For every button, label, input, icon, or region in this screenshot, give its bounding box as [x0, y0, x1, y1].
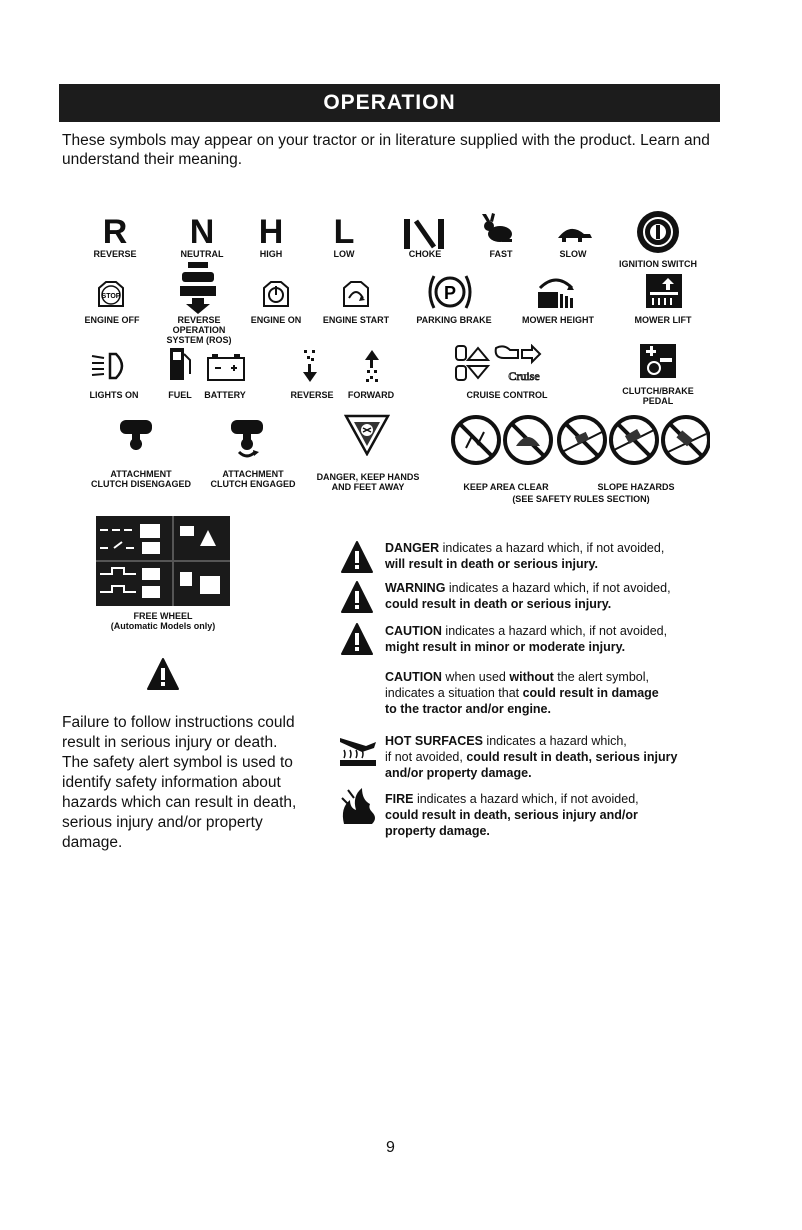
keep-hands-away-label [308, 472, 428, 492]
reverse-arrow-icon [302, 348, 318, 384]
mower-lift-icon [646, 274, 682, 308]
turtle-slow-icon [554, 222, 594, 244]
warning-consequence: could result in death or serious injury. [385, 597, 612, 611]
free-wheel-line-1: FREE WHEEL [133, 611, 193, 621]
fast-label: FAST [489, 249, 513, 259]
keep-hands-away-line-2: AND FEET AWAY [331, 482, 405, 492]
free-wheel-label [96, 611, 230, 631]
low-label: LOW [333, 249, 355, 259]
caution2-line-3: to the tractor and/or engine. [385, 702, 551, 716]
stop-text: STOP [101, 293, 121, 300]
free-wheel-icon [96, 516, 230, 606]
caution2-rest: the alert symbol, [553, 670, 649, 684]
high-label: HIGH [259, 249, 283, 259]
rabbit-fast-icon [478, 212, 518, 246]
choke-label: CHOKE [408, 249, 442, 259]
lights-on-label: LIGHTS ON [89, 390, 139, 400]
fuel-label: FUEL [168, 390, 192, 400]
hot-line-2b: could result in death, serious injury [466, 750, 678, 764]
cruise-control-icon [452, 344, 570, 386]
choke-icon [402, 215, 448, 251]
fire-notice [385, 791, 725, 839]
parking-p-text: P [443, 283, 457, 303]
hot-surfaces-icon [336, 732, 380, 770]
parking-brake-label: PARKING BRAKE [416, 315, 492, 325]
attachment-engaged-label [198, 469, 308, 489]
caution2-mid: when used [441, 670, 510, 684]
caution2-line-2a: indicates a situation that [385, 686, 523, 700]
caution-consequence: might result in minor or moderate injury. [385, 640, 626, 654]
clutch-brake-line-1: CLUTCH/BRAKE [622, 386, 694, 396]
battery-icon [206, 354, 246, 382]
reverse-letter: R [102, 213, 128, 251]
keep-area-clear-icon [450, 414, 554, 466]
warning-notice [385, 580, 725, 612]
hot-line-2a: if not avoided, [385, 750, 467, 764]
forward-arrow-icon [364, 348, 380, 384]
mower-height-label: MOWER HEIGHT [522, 315, 594, 325]
engine-on-icon [259, 278, 293, 310]
warning-rest: indicates a hazard which, if not avoided, [445, 581, 671, 595]
danger-notice [385, 540, 725, 572]
parking-brake-icon [428, 270, 472, 314]
hot-key: HOT SURFACES [385, 734, 483, 748]
mower-lift-label: MOWER LIFT [634, 315, 692, 325]
attachment-engaged-icon [229, 418, 265, 462]
ros-line-2: OPERATION [172, 325, 226, 335]
attachment-disengaged-icon [118, 418, 154, 452]
warning-alert-icon [340, 580, 374, 614]
hot-line-3: and/or property damage. [385, 766, 532, 780]
mower-height-icon [536, 274, 578, 310]
hot-surfaces-notice [385, 733, 725, 781]
see-safety-rules: (SEE SAFETY RULES SECTION) [512, 494, 650, 504]
forward-label: FORWARD [347, 390, 395, 400]
ros-label [154, 315, 244, 345]
attachment-disengaged-line-1: ATTACHMENT [110, 469, 172, 479]
battery-label: BATTERY [204, 390, 246, 400]
caution-notice [385, 623, 725, 655]
intro-text: These symbols may appear on your tractor or in literature supplied with the product. Learn and understand their meaning. [62, 132, 710, 168]
caution2-line-2b: could result in damage [522, 686, 659, 700]
fire-icon [338, 786, 378, 826]
engine-off-icon [94, 278, 128, 310]
section-banner [59, 84, 720, 122]
fire-line-2: could result in death, serious injury and/or [385, 808, 638, 822]
fire-key: FIRE [385, 792, 414, 806]
slope-hazards-label: SLOPE HAZARDS [597, 482, 675, 492]
neutral-label: NEUTRAL [180, 249, 224, 259]
attachment-disengaged-line-2: CLUTCH DISENGAGED [90, 479, 191, 489]
reverse-label: REVERSE [93, 249, 137, 259]
slope-hazards-icon [554, 414, 710, 466]
attachment-engaged-line-2: CLUTCH ENGAGED [210, 479, 296, 489]
neutral-letter: N [189, 213, 215, 251]
ros-tractor-icon [178, 262, 218, 314]
keep-hands-away-line-1: DANGER, KEEP HANDS [316, 472, 420, 482]
low-letter: L [333, 213, 355, 251]
danger-alert-icon [340, 540, 374, 574]
caution-alert-icon [340, 622, 374, 656]
cruise-text: Cruise [508, 369, 540, 383]
fuel-pump-icon [168, 346, 192, 382]
engine-start-label: ENGINE START [322, 315, 390, 325]
caution2-without: without [509, 670, 554, 684]
hot-rest: indicates a hazard which, [482, 734, 627, 748]
ignition-switch-icon [636, 210, 680, 254]
ros-line-1: REVERSE [177, 315, 221, 325]
safety-alert-explanation: Failure to follow instructions could result in serious injury or death. The safety alert symbol is used to identify safety information about hazards which can result in death, serious injury and/or property damage. [62, 714, 297, 851]
danger-rest: indicates a hazard which, if not avoided, [439, 541, 665, 555]
ros-line-3: SYSTEM (ROS) [166, 335, 232, 345]
high-letter: H [258, 213, 284, 251]
fire-line-3: property damage. [385, 824, 490, 838]
engine-on-label: ENGINE ON [250, 315, 302, 325]
caution-key: CAUTION [385, 624, 442, 638]
caution-rest: indicates a hazard which, if not avoided, [441, 624, 668, 638]
warning-key: WARNING [385, 581, 446, 595]
keep-area-clear-label: KEEP AREA CLEAR [463, 482, 549, 492]
safety-alert-icon [146, 657, 180, 691]
headlight-icon [90, 350, 130, 382]
danger-key: DANGER [385, 541, 440, 555]
attachment-disengaged-label [76, 469, 206, 489]
fire-rest: indicates a hazard which, if not avoided, [413, 792, 639, 806]
clutch-brake-line-2: PEDAL [642, 396, 674, 406]
caution-no-symbol-notice [385, 669, 725, 717]
engine-off-label: ENGINE OFF [84, 315, 140, 325]
free-wheel-line-2: (Automatic Models only) [110, 621, 216, 631]
caution2-key: CAUTION [385, 670, 442, 684]
keep-hands-away-icon [344, 414, 390, 456]
danger-consequence: will result in death or serious injury. [385, 557, 599, 571]
engine-start-icon [339, 278, 373, 310]
reverse-direction-label: REVERSE [290, 390, 334, 400]
cruise-control-label: CRUISE CONTROL [466, 390, 548, 400]
attachment-engaged-line-1: ATTACHMENT [222, 469, 284, 479]
slow-label: SLOW [559, 249, 587, 259]
section-title: OPERATION [323, 91, 456, 114]
clutch-brake-label [616, 386, 700, 406]
page-number: 9 [386, 1139, 395, 1156]
clutch-brake-icon [640, 344, 676, 378]
ignition-switch-label: IGNITION SWITCH [619, 259, 697, 269]
